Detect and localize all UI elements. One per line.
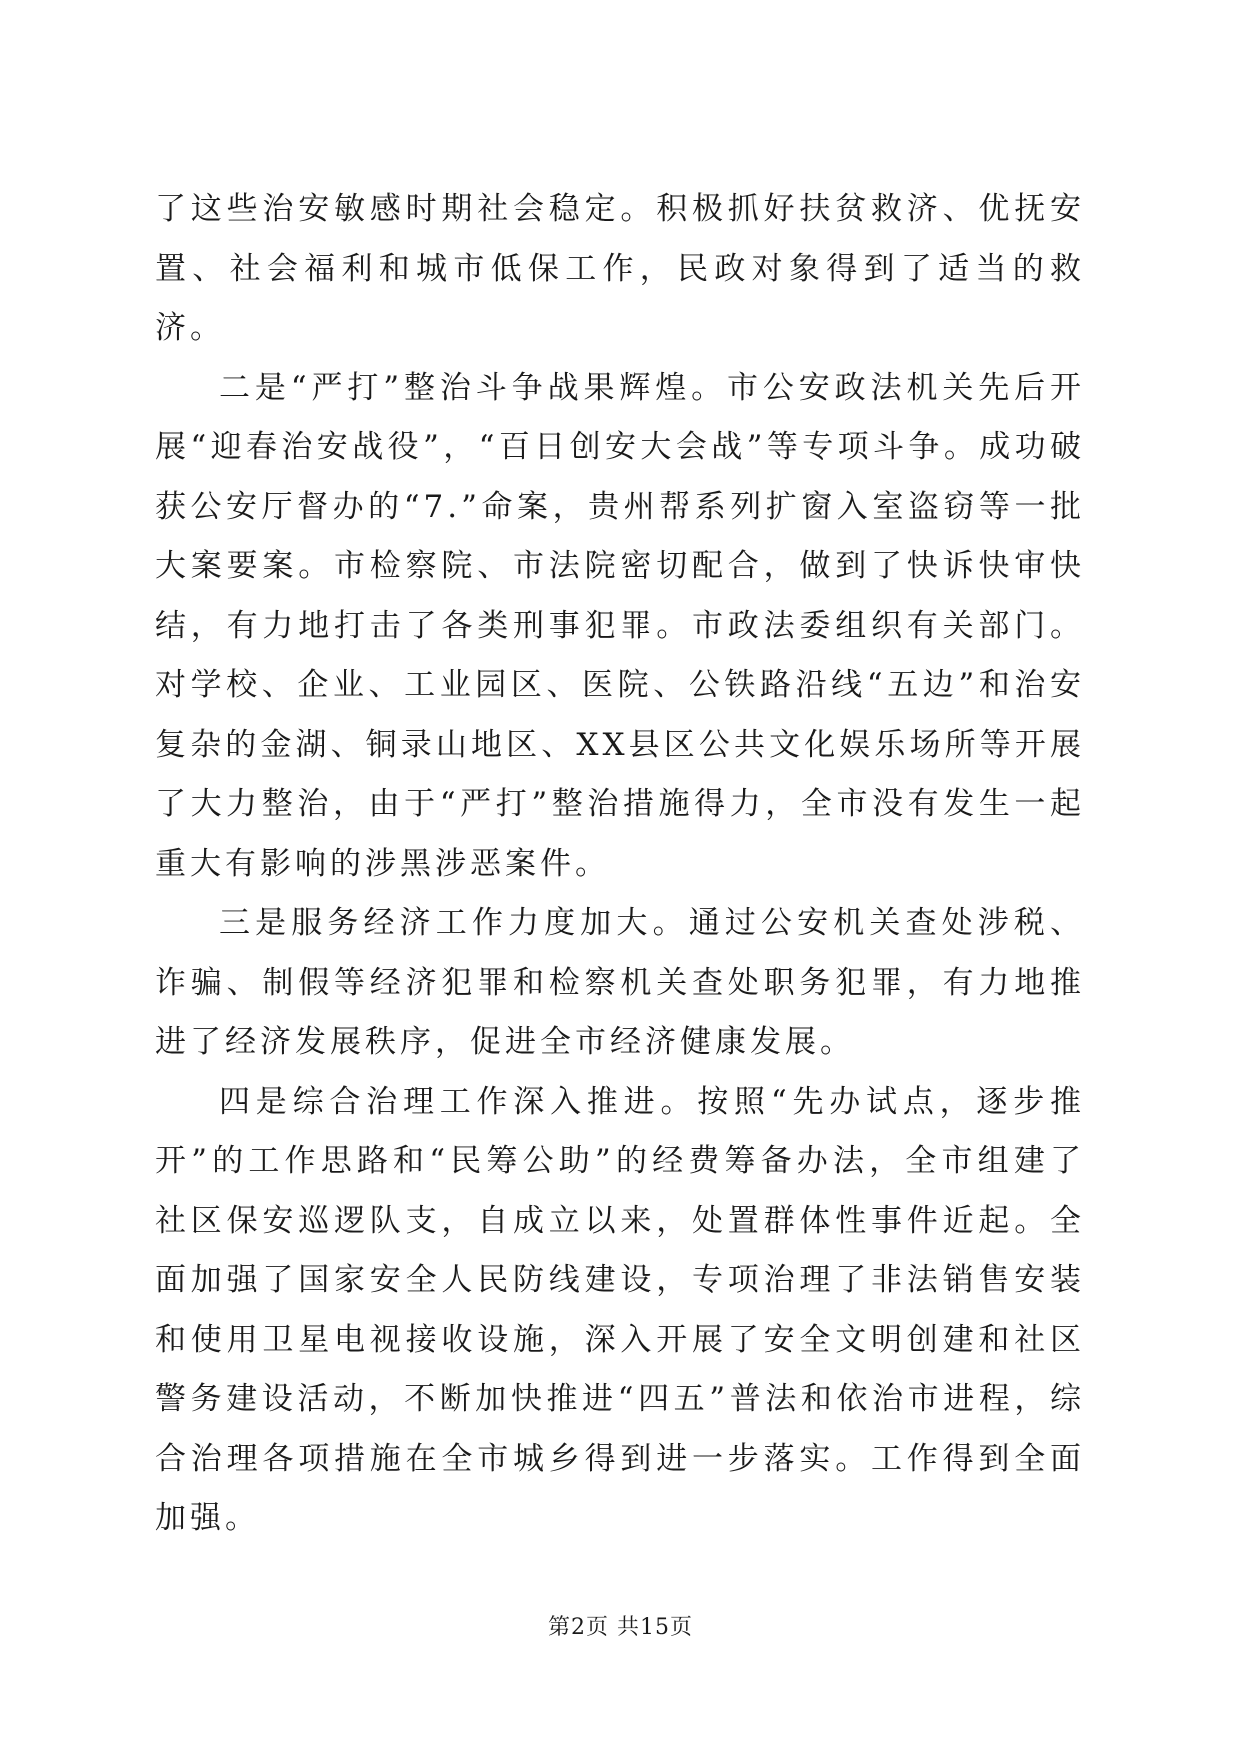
page-number-footer: 第2页 共15页 (548, 1615, 693, 1640)
document-body (155, 180, 1085, 1549)
paragraph-economic-service: 三是服务经济工作力度加大。通过公安机关查处涉税、诈骗、制假等经济犯罪和检察机关查处职务犯罪，有力地推进了经济发展秩序，促进全市经济健康发展。 (155, 905, 1085, 1060)
paragraph-comprehensive-governance: 四是综合治理工作深入推进。按照“先办试点，逐步推开”的工作思路和“民筹公助”的经费筹备办法，全市组建了社区保安巡逻队支，自成立以来，处置群体性事件近起。全面加强了国家安全人民防线建设，专项治理了非法销售安装和使用卫星电视接收设施，深入开展了安全文明创建和社区警务建设活动，不断加快推进“四五”普法和依治市进程，综合治理各项措施在全市城乡得到进一步落实。工作得到全面加强。 (155, 1083, 1085, 1536)
paragraph-continuation: 了这些治安敏感时期社会稳定。积极抓好扶贫救济、优抚安置、社会福利和城市低保工作，民政对象得到了适当的救济。 (155, 191, 1085, 346)
paragraph-strike-hard: 二是“严打”整治斗争战果辉煌。市公安政法机关先后开展“迎春治安战役”，“百日创安大会战”等专项斗争。成功破获公安厅督办的“7.”命案，贵州帮系列扩窗入室盗窃等一批大案要案。市检察院、市法院密切配合，做到了快诉快审快结，有力地打击了各类刑事犯罪。市政法委组织有关部门。对学校、企业、工业园区、医院、公铁路沿线“五边”和治安复杂的金湖、铜录山地区、XX县区公共文化娱乐场所等开展了大力整治，由于“严打”整治措施得力，全市没有发生一起重大有影响的涉黑涉恶案件。 (155, 369, 1085, 882)
